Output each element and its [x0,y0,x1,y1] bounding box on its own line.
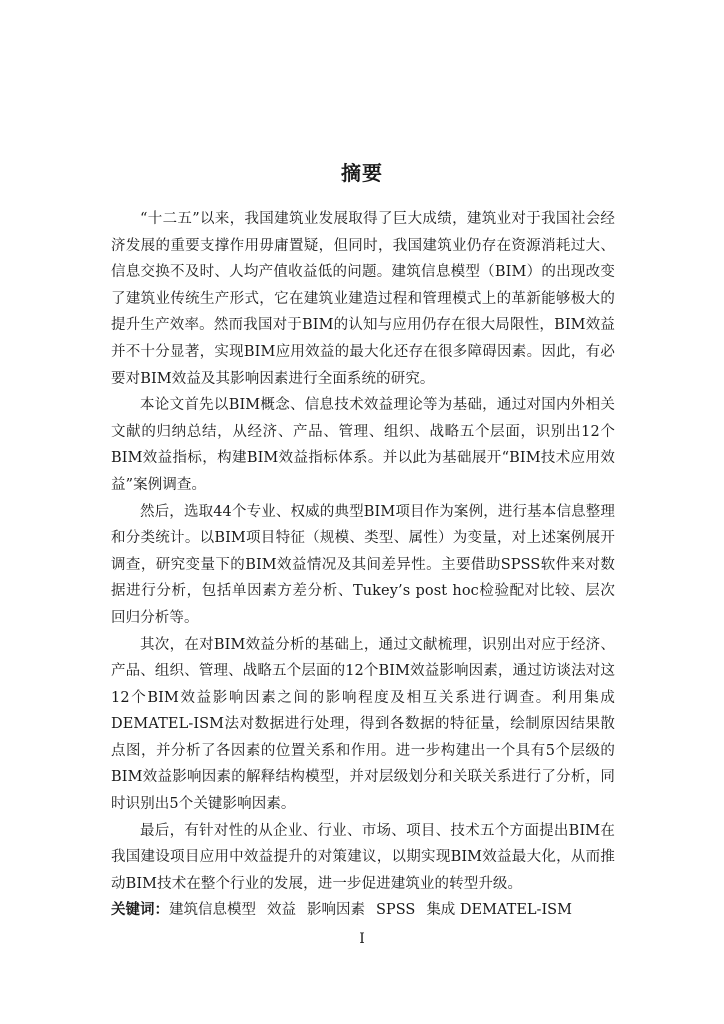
keyword-item: 效益 [267,902,296,919]
keywords-line [111,897,615,924]
keyword-item: SPSS [376,902,416,919]
abstract-paragraph-1: “十二五”以来，我国建筑业发展取得了巨大成绩，建筑业对于我国社会经济发展的重要支撑作用毋庸置疑，但同时，我国建筑业仍存在资源消耗过大、信息交换不及时、人均产值收益低的问题。建筑信息模型（BIM）的出现改变了建筑业传统生产形式，它在建筑业建造过程和管理模式上的革新能够极大的提升生产效率。然而我国对于BIM的认知与应用仍存在很大局限性，BIM效益并不十分显著，实现BIM应用效益的最大化还存在很多障碍因素。因此，有必要对BIM效益及其影响因素进行全面系统的研究。 [111,211,615,387]
abstract-title: 摘要 [341,161,383,185]
keyword-item: 集成 DEMATEL-ISM [426,902,572,919]
keywords-label: 关键词： [111,902,169,919]
abstract-paragraph-5: 最后，有针对性的从企业、行业、市场、项目、技术五个方面提出BIM在我国建设项目应用中效益提升的对策建议，以期实现BIM效益最大化，从而推动BIM技术在整个行业的发展，进一步促进建筑业的转型升级。 [111,822,615,892]
page-number: I [359,931,365,947]
abstract-paragraph-4: 其次，在对BIM效益分析的基础上，通过文献梳理，识别出对应于经济、产品、组织、管理、战略五个层面的12个BIM效益影响因素，通过访谈法对这12个BIM效益影响因素之间的影响程度及相互关系进行调查。利用集成DEMATEL-ISM法对数据进行处理，得到各数据的特征量，绘制原因结果散点图，并分析了各因素的位置关系和作用。进一步构建出一个具有5个层级的BIM效益影响因素的解释结构模型，并对层级划分和关联关系进行了分析，同时识别出5个关键影响因素。 [111,636,615,813]
abstract-paragraph-2: 本论文首先以BIM概念、信息技术效益理论等为基础，通过对国内外相关文献的归纳总结，从经济、产品、管理、组织、战略五个层面，识别出12个BIM效益指标，构建BIM效益指标体系。并以此为基础展开“BIM技术应用效益”案例调查。 [111,397,615,493]
abstract-paragraph-3: 然后，选取44个专业、权威的典型BIM项目作为案例，进行基本信息整理和分类统计。以BIM项目特征（规模、类型、属性）为变量，对上述案例展开调查，研究变量下的BIM效益情况及其间差异性。主要借助SPSS软件来对数据进行分析，包括单因素方差分析、Tukey’s post hoc检验配对比较、层次回归分析等。 [111,503,615,626]
keyword-item: 影响因素 [307,902,365,919]
abstract-body [111,206,615,924]
keyword-item: 建筑信息模型 [169,902,256,919]
